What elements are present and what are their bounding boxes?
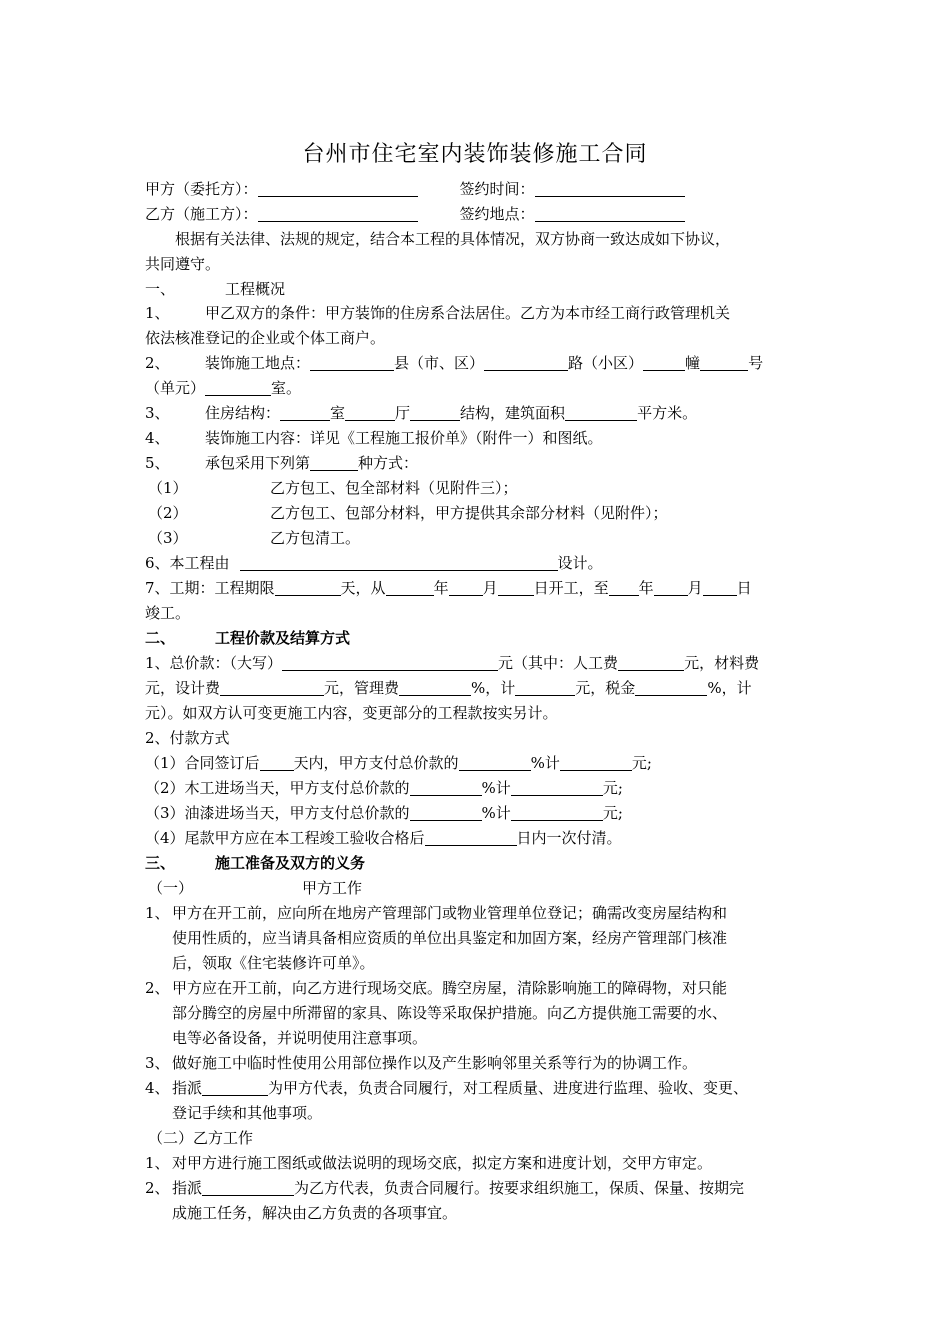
- section-3-heading: [145, 852, 365, 874]
- end-month-blank[interactable]: [654, 579, 688, 596]
- subsection-number: （一）: [148, 879, 194, 897]
- option-1: [148, 477, 518, 499]
- item-text: 甲乙双方的条件：甲方装饰的住房系合法居住。乙方为本市经工商行政管理机关: [205, 304, 731, 322]
- item-text: 为甲方代表，负责合同履行，对工程质量、进度进行监理、验收、变更、: [268, 1079, 749, 1097]
- item-text: %，计: [471, 679, 516, 697]
- start-day-blank[interactable]: [498, 579, 534, 596]
- option-number: （3）: [148, 529, 188, 547]
- b2-line-2: 成施工任务，解决由乙方负责的各项事宜。: [172, 1204, 458, 1222]
- payment-3: [145, 802, 623, 824]
- item-text: 幢: [685, 354, 701, 372]
- item-number: 4、: [145, 429, 170, 447]
- a3-line-1: 做好施工中临时性使用公用部位操作以及产生影响邻里关系等行为的协调工作。: [172, 1054, 698, 1072]
- structure-blank[interactable]: [410, 404, 460, 421]
- item-text: 元;: [602, 804, 623, 822]
- sign-time-blank[interactable]: [535, 180, 685, 197]
- item-text: 元;: [631, 754, 652, 772]
- intro-line-2: 共同遵守。: [145, 255, 221, 273]
- b2-line-1: [172, 1177, 744, 1199]
- item-text: 天，从: [340, 579, 386, 597]
- payment-4: [145, 827, 622, 849]
- payment-2-percent-blank[interactable]: [410, 779, 482, 796]
- a1-number: 1、: [145, 904, 170, 922]
- party-b-label: 乙方（施工方）：: [145, 205, 258, 223]
- b1-number: 1、: [145, 1154, 170, 1172]
- payment-2-amount-blank[interactable]: [511, 779, 603, 796]
- s1-item-5: [145, 452, 418, 474]
- item-text: （2）木工进场当天，甲方支付总价款的: [145, 779, 410, 797]
- labor-cost-blank[interactable]: [618, 654, 684, 671]
- item-text: 指派: [172, 1179, 203, 1197]
- item-text: 元，材料费: [684, 654, 760, 672]
- item-text: 厅: [395, 404, 411, 422]
- section-1-heading: [145, 278, 285, 300]
- item-text: 日开工，至: [533, 579, 609, 597]
- s1-item-7-cont: 竣工。: [145, 604, 191, 622]
- a1-line-2: 使用性质的，应当请具备相应资质的单位出具鉴定和加固方案，经房产管理部门核准: [172, 929, 728, 947]
- s2-price-line-3: 元）。如双方认可变更施工内容，变更部分的工程款按实另计。: [145, 704, 558, 722]
- item-number: 2、: [145, 354, 170, 372]
- item-text: 平方米。: [637, 404, 698, 422]
- a1-line-1: 甲方在开工前，应向所在地房产管理部门或物业管理单位登记；确需改变房屋结构和: [172, 904, 728, 922]
- road-blank[interactable]: [484, 354, 568, 371]
- s1-item-1-cont: 依法核准登记的企业或个体工商户。: [145, 329, 386, 347]
- intro-line-1: 根据有关法律、法规的规定，结合本工程的具体情况，双方协商一致达成如下协议，: [175, 230, 731, 248]
- option-number: （2）: [148, 504, 188, 522]
- a2-line-1: 甲方应在开工前，向乙方进行现场交底。腾空房屋，清除影响施工的障碍物，对只能: [172, 979, 728, 997]
- a2-line-2: 部分腾空的房屋中所滞留的家具、陈设等采取保护措施。向乙方提供施工需要的水、: [172, 1004, 728, 1022]
- item-text: 日: [736, 579, 752, 597]
- item-text: 年: [638, 579, 654, 597]
- a1-line-3: 后，领取《住宅装修许可单》。: [172, 954, 375, 972]
- a3-number: 3、: [145, 1054, 170, 1072]
- s1-item-2-cont: [145, 377, 301, 399]
- item-number: 3、: [145, 404, 170, 422]
- sign-time-label: 签约时间：: [459, 180, 535, 198]
- design-fee-blank[interactable]: [220, 679, 324, 696]
- party-a-line: [145, 178, 685, 200]
- item-text: 天内，甲方支付总价款的: [293, 754, 459, 772]
- designer-blank[interactable]: [240, 554, 558, 571]
- party-a-duties-heading: [148, 877, 362, 899]
- s2-price-line-1: [145, 652, 759, 674]
- halls-blank[interactable]: [345, 404, 395, 421]
- total-price-blank[interactable]: [282, 654, 498, 671]
- section-2-heading: [145, 627, 350, 649]
- item-text: 7、工期：工程期限: [145, 579, 275, 597]
- building-blank[interactable]: [643, 354, 685, 371]
- a2-line-3: 电等必备设备，并说明使用注意事项。: [172, 1029, 428, 1047]
- item-number: 5、: [145, 454, 170, 472]
- management-rate-blank[interactable]: [399, 679, 471, 696]
- option-number: （1）: [148, 479, 188, 497]
- party-b-line: [145, 203, 685, 225]
- option-2: [148, 502, 668, 524]
- end-year-blank[interactable]: [609, 579, 639, 596]
- item-text: 6、本工程由: [145, 554, 230, 572]
- item-text: （1）合同签订后: [145, 754, 260, 772]
- section-3-title: 施工准备及双方的义务: [215, 854, 366, 872]
- a4-line-2: 登记手续和其他事项。: [172, 1104, 323, 1122]
- payment-3-amount-blank[interactable]: [511, 804, 603, 821]
- item-text: 元，设计费: [145, 679, 221, 697]
- item-text: 县（市、区）: [394, 354, 485, 372]
- document-title: 台州市住宅室内装饰装修施工合同: [302, 142, 648, 167]
- s1-item-4: [145, 427, 603, 449]
- rooms-blank[interactable]: [280, 404, 330, 421]
- item-text: 承包采用下列第: [205, 454, 311, 472]
- item-text: 年: [433, 579, 449, 597]
- county-blank[interactable]: [310, 354, 394, 371]
- sign-place-label: 签约地点：: [459, 205, 535, 223]
- sign-place-blank[interactable]: [535, 205, 685, 222]
- item-text: 装饰施工地点：: [205, 354, 311, 372]
- item-text: 1、总价款：（大写）: [145, 654, 283, 672]
- item-text: 月: [482, 579, 498, 597]
- payment-1: [145, 752, 652, 774]
- payment-days-blank[interactable]: [260, 754, 294, 771]
- management-fee-blank[interactable]: [515, 679, 575, 696]
- item-text: 指派: [172, 1079, 203, 1097]
- s1-item-6: [145, 552, 603, 574]
- end-day-blank[interactable]: [703, 579, 737, 596]
- item-text: 种方式：: [358, 454, 419, 472]
- item-text: %计: [530, 754, 560, 772]
- b2-number: 2、: [145, 1179, 170, 1197]
- option-text: 乙方包工、包全部材料（见附件三）；: [270, 479, 518, 497]
- item-text: （单元）: [145, 379, 206, 397]
- payment-1-amount-blank[interactable]: [560, 754, 632, 771]
- item-text: %计: [481, 804, 511, 822]
- item-text: 日内一次付清。: [516, 829, 622, 847]
- room-blank[interactable]: [205, 379, 271, 396]
- s2-payment-heading: 2、付款方式: [145, 729, 230, 747]
- item-text: 路（小区）: [568, 354, 644, 372]
- section-3-number: 三、: [145, 854, 176, 872]
- party-b-representative-blank[interactable]: [202, 1179, 294, 1196]
- item-text: 室。: [271, 379, 302, 397]
- s1-item-1: [145, 302, 730, 324]
- area-blank[interactable]: [565, 404, 637, 421]
- payment-3-percent-blank[interactable]: [410, 804, 482, 821]
- payment-2: [145, 777, 623, 799]
- tax-rate-blank[interactable]: [635, 679, 707, 696]
- section-1-number: 一、: [145, 280, 176, 298]
- b1-line-1: 对甲方进行施工图纸或做法说明的现场交底，拟定方案和进度计划，交甲方审定。: [172, 1154, 713, 1172]
- party-a-label: 甲方（委托方）：: [145, 180, 258, 198]
- a2-number: 2、: [145, 979, 170, 997]
- number-blank[interactable]: [700, 354, 748, 371]
- section-2-title: 工程价款及结算方式: [215, 629, 351, 647]
- a4-number: 4、: [145, 1079, 170, 1097]
- final-payment-days-blank[interactable]: [425, 829, 517, 846]
- subsection-title: 甲方工作: [302, 879, 363, 897]
- item-text: 为乙方代表，负责合同履行。按要求组织施工，保质、保量、按期完: [294, 1179, 745, 1197]
- s1-item-7: [145, 577, 752, 599]
- item-text: 元;: [602, 779, 623, 797]
- item-text: 设计。: [557, 554, 603, 572]
- item-text: 元，管理费: [324, 679, 400, 697]
- party-a-blank[interactable]: [258, 180, 418, 197]
- a4-line-1: [172, 1077, 748, 1099]
- s1-item-3: [145, 402, 697, 424]
- item-text: （3）油漆进场当天，甲方支付总价款的: [145, 804, 410, 822]
- section-2-number: 二、: [145, 629, 176, 647]
- item-text: 元，税金: [575, 679, 636, 697]
- item-text: 住房结构：: [205, 404, 281, 422]
- start-year-blank[interactable]: [386, 579, 434, 596]
- option-text: 乙方包清工。: [270, 529, 361, 547]
- item-text: 月: [687, 579, 703, 597]
- option-3: [148, 527, 360, 549]
- s1-item-2: [145, 352, 763, 374]
- days-blank[interactable]: [275, 579, 341, 596]
- item-text: 号: [748, 354, 764, 372]
- party-b-duties-heading: （二）乙方工作: [148, 1129, 254, 1147]
- start-month-blank[interactable]: [449, 579, 483, 596]
- item-number: 1、: [145, 304, 170, 322]
- item-text: 元（其中：人工费: [498, 654, 619, 672]
- item-text: 结构，建筑面积: [460, 404, 566, 422]
- section-1-title: 工程概况: [225, 280, 286, 298]
- item-text: %，计: [707, 679, 752, 697]
- s2-price-line-2: [145, 677, 752, 699]
- option-text: 乙方包工、包部分材料，甲方提供其余部分材料（见附件）；: [270, 504, 668, 522]
- item-text: （4）尾款甲方应在本工程竣工验收合格后: [145, 829, 425, 847]
- party-b-blank[interactable]: [258, 205, 418, 222]
- item-text: %计: [481, 779, 511, 797]
- item-text: 装饰施工内容：详见《工程施工报价单》（附件一）和图纸。: [205, 429, 603, 447]
- party-a-representative-blank[interactable]: [202, 1079, 268, 1096]
- method-blank[interactable]: [310, 454, 358, 471]
- payment-1-percent-blank[interactable]: [459, 754, 531, 771]
- item-text: 室: [330, 404, 346, 422]
